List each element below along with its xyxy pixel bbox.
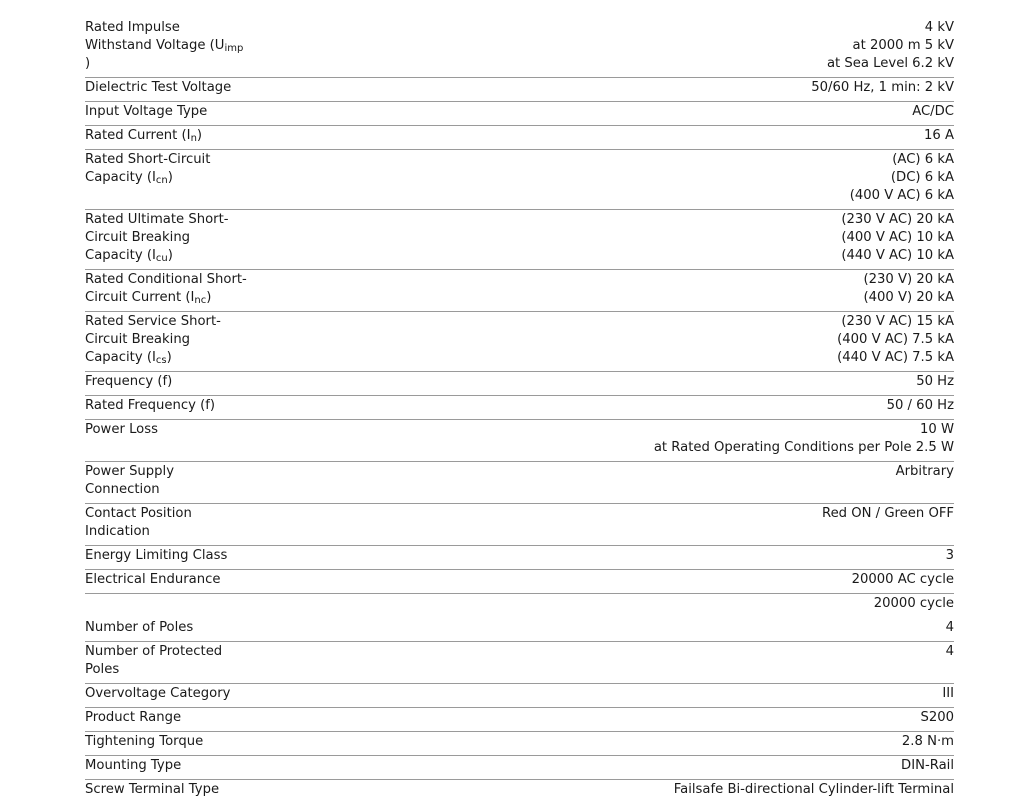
label-line: Circuit Breaking bbox=[85, 230, 191, 245]
spec-row-rated-short-circuit-capacity bbox=[85, 150, 954, 210]
spec-label bbox=[85, 685, 260, 703]
spec-value: (440 V AC) 10 kA bbox=[841, 248, 954, 263]
spec-label bbox=[85, 709, 260, 727]
label-line: ) bbox=[167, 248, 173, 263]
spec-values bbox=[822, 505, 954, 523]
spec-value: 50 Hz bbox=[916, 374, 954, 389]
spec-value: 20000 AC cycle bbox=[851, 572, 954, 587]
label-line: Capacity (I bbox=[85, 170, 156, 185]
spec-label bbox=[85, 733, 260, 751]
label-line: ) bbox=[167, 170, 173, 185]
spec-row-frequency bbox=[85, 372, 954, 396]
spec-values bbox=[901, 757, 954, 775]
spec-value: 2.8 N·m bbox=[901, 734, 954, 749]
spec-row-rated-service-short-circuit-breaking-capacity bbox=[85, 312, 954, 372]
spec-values bbox=[811, 79, 954, 97]
spec-values bbox=[946, 643, 954, 661]
spec-value: 50/60 Hz, 1 min: 2 kV bbox=[811, 80, 954, 95]
label-line: Capacity (I bbox=[85, 350, 156, 365]
spec-row-electrical-endurance bbox=[85, 570, 954, 594]
spec-row-rated-frequency bbox=[85, 396, 954, 420]
spec-value: at Sea Level 6.2 kV bbox=[826, 56, 954, 71]
spec-row-screw-terminal-type bbox=[85, 780, 954, 803]
spec-value: (230 V AC) 15 kA bbox=[841, 314, 954, 329]
spec-row-contact-position-indication bbox=[85, 504, 954, 546]
spec-values bbox=[841, 211, 954, 265]
spec-values bbox=[837, 313, 954, 367]
spec-values bbox=[916, 373, 954, 391]
label-line: Electrical Endurance bbox=[85, 572, 221, 587]
spec-label bbox=[85, 103, 260, 121]
label-line: ) bbox=[206, 290, 212, 305]
spec-row-number-of-protected-poles bbox=[85, 642, 954, 684]
label-line: ) bbox=[85, 56, 91, 71]
spec-label bbox=[85, 373, 260, 391]
spec-row-mounting-type bbox=[85, 756, 954, 780]
label-subscript: cn bbox=[155, 175, 168, 186]
spec-label bbox=[85, 463, 260, 499]
spec-row-input-voltage-type bbox=[85, 102, 954, 126]
spec-value: 10 W bbox=[919, 422, 954, 437]
spec-row-energy-limiting-class bbox=[85, 546, 954, 570]
label-line: Capacity (I bbox=[85, 248, 156, 263]
label-line: Connection bbox=[85, 482, 160, 497]
label-subscript: cs bbox=[155, 355, 167, 366]
label-line: ) bbox=[166, 350, 172, 365]
label-subscript: n bbox=[190, 133, 197, 144]
spec-row-rated-ultimate-short-circuit-breaking-capacity bbox=[85, 210, 954, 270]
label-line: Circuit Breaking bbox=[85, 332, 191, 347]
label-line: Overvoltage Category bbox=[85, 686, 231, 701]
spec-label bbox=[85, 271, 260, 307]
spec-values bbox=[654, 421, 954, 457]
label-line: Product Range bbox=[85, 710, 182, 725]
label-line: Poles bbox=[85, 662, 120, 677]
spec-value: 4 bbox=[945, 620, 954, 635]
label-line: Rated Short-Circuit bbox=[85, 152, 211, 167]
spec-values bbox=[827, 19, 954, 73]
spec-value: (400 V) 20 kA bbox=[863, 290, 954, 305]
spec-label bbox=[85, 127, 260, 145]
spec-values bbox=[674, 781, 954, 799]
label-line: Rated Conditional Short- bbox=[85, 272, 247, 287]
spec-label bbox=[85, 781, 260, 799]
spec-value: 4 kV bbox=[924, 20, 954, 35]
label-line: Mounting Type bbox=[85, 758, 182, 773]
spec-value: 20000 cycle bbox=[873, 596, 954, 611]
spec-value: (230 V AC) 20 kA bbox=[841, 212, 954, 227]
spec-row-dielectric-test-voltage bbox=[85, 78, 954, 102]
spec-label bbox=[85, 505, 260, 541]
spec-values bbox=[852, 571, 954, 589]
label-line: Screw Terminal Type bbox=[85, 782, 220, 797]
label-line: Contact Position bbox=[85, 506, 192, 521]
label-subscript: nc bbox=[194, 295, 207, 306]
spec-label bbox=[85, 421, 260, 439]
spec-label bbox=[85, 19, 260, 73]
label-line: Number of Protected bbox=[85, 644, 223, 659]
spec-values bbox=[920, 709, 954, 727]
spec-row-overvoltage-category bbox=[85, 684, 954, 708]
spec-label bbox=[85, 397, 260, 415]
label-line: Power Supply bbox=[85, 464, 175, 479]
spec-values bbox=[946, 547, 954, 565]
spec-label bbox=[85, 619, 260, 637]
spec-values bbox=[874, 595, 954, 613]
label-line: ) bbox=[196, 128, 203, 143]
label-line: Dielectric Test Voltage bbox=[85, 80, 232, 95]
spec-value: at Rated Operating Conditions per Pole 2.5 W bbox=[653, 440, 954, 455]
spec-label bbox=[85, 571, 260, 589]
label-line: Number of Poles bbox=[85, 620, 194, 635]
spec-value: (DC) 6 kA bbox=[890, 170, 954, 185]
spec-label bbox=[85, 211, 260, 265]
spec-value: at 2000 m 5 kV bbox=[852, 38, 954, 53]
spec-row-rated-current bbox=[85, 126, 954, 150]
spec-label bbox=[85, 151, 260, 187]
spec-value: 16 A bbox=[924, 128, 954, 143]
spec-row-rated-conditional-short-circuit-current bbox=[85, 270, 954, 312]
label-line: Rated Service Short- bbox=[85, 314, 221, 329]
label-line: Indication bbox=[85, 524, 150, 539]
spec-value: (400 V AC) 6 kA bbox=[849, 188, 954, 203]
spec-row-number-of-poles bbox=[85, 618, 954, 642]
spec-label bbox=[85, 643, 260, 679]
spec-values bbox=[864, 271, 955, 307]
spec-label bbox=[85, 757, 260, 775]
spec-value: (400 V AC) 7.5 kA bbox=[837, 332, 954, 347]
spec-value: S200 bbox=[920, 710, 954, 725]
spec-row-rated-impulse-withstand-voltage bbox=[85, 18, 954, 78]
spec-value: (400 V AC) 10 kA bbox=[841, 230, 954, 245]
spec-value: (440 V AC) 7.5 kA bbox=[837, 350, 954, 365]
label-line: Rated Current (I bbox=[85, 128, 191, 143]
label-line: Rated Ultimate Short- bbox=[85, 212, 229, 227]
label-subscript: cu bbox=[155, 253, 168, 264]
label-line: Circuit Current (I bbox=[85, 290, 195, 305]
label-line: Power Loss bbox=[85, 422, 158, 437]
spec-value: (230 V) 20 kA bbox=[863, 272, 954, 287]
spec-label bbox=[85, 547, 260, 565]
spec-value: (AC) 6 kA bbox=[892, 152, 954, 167]
label-line: Tightening Torque bbox=[85, 734, 204, 749]
spec-label bbox=[85, 313, 260, 367]
label-line: Frequency (f) bbox=[85, 374, 173, 389]
label-line: Rated Impulse bbox=[85, 20, 180, 35]
specification-table bbox=[85, 18, 954, 803]
spec-value: III bbox=[942, 686, 954, 701]
spec-value: 50 / 60 Hz bbox=[886, 398, 954, 413]
label-line: Input Voltage Type bbox=[85, 104, 208, 119]
spec-value: Failsafe Bi-directional Cylinder-lift Terminal bbox=[673, 782, 954, 797]
spec-row-product-range bbox=[85, 708, 954, 732]
label-line: Withstand Voltage (U bbox=[85, 38, 225, 53]
spec-values bbox=[942, 685, 954, 703]
spec-row-endurance-cycle bbox=[85, 594, 954, 618]
spec-row-power-supply-connection bbox=[85, 462, 954, 504]
label-line: Rated Frequency (f) bbox=[85, 398, 216, 413]
spec-values bbox=[946, 619, 954, 637]
spec-values bbox=[902, 733, 954, 751]
spec-values bbox=[896, 463, 954, 481]
spec-values bbox=[887, 397, 954, 415]
spec-value: 4 bbox=[945, 644, 954, 659]
spec-value: 3 bbox=[945, 548, 954, 563]
label-line: Energy Limiting Class bbox=[85, 548, 228, 563]
spec-value: DIN-Rail bbox=[901, 758, 954, 773]
spec-label bbox=[85, 79, 260, 97]
spec-value: Red ON / Green OFF bbox=[822, 506, 954, 521]
spec-value: AC/DC bbox=[912, 104, 954, 119]
spec-value: Arbitrary bbox=[895, 464, 954, 479]
spec-values bbox=[850, 151, 954, 205]
spec-row-power-loss bbox=[85, 420, 954, 462]
spec-values bbox=[924, 127, 954, 145]
label-subscript: imp bbox=[224, 43, 244, 54]
spec-row-tightening-torque bbox=[85, 732, 954, 756]
spec-values bbox=[912, 103, 954, 121]
